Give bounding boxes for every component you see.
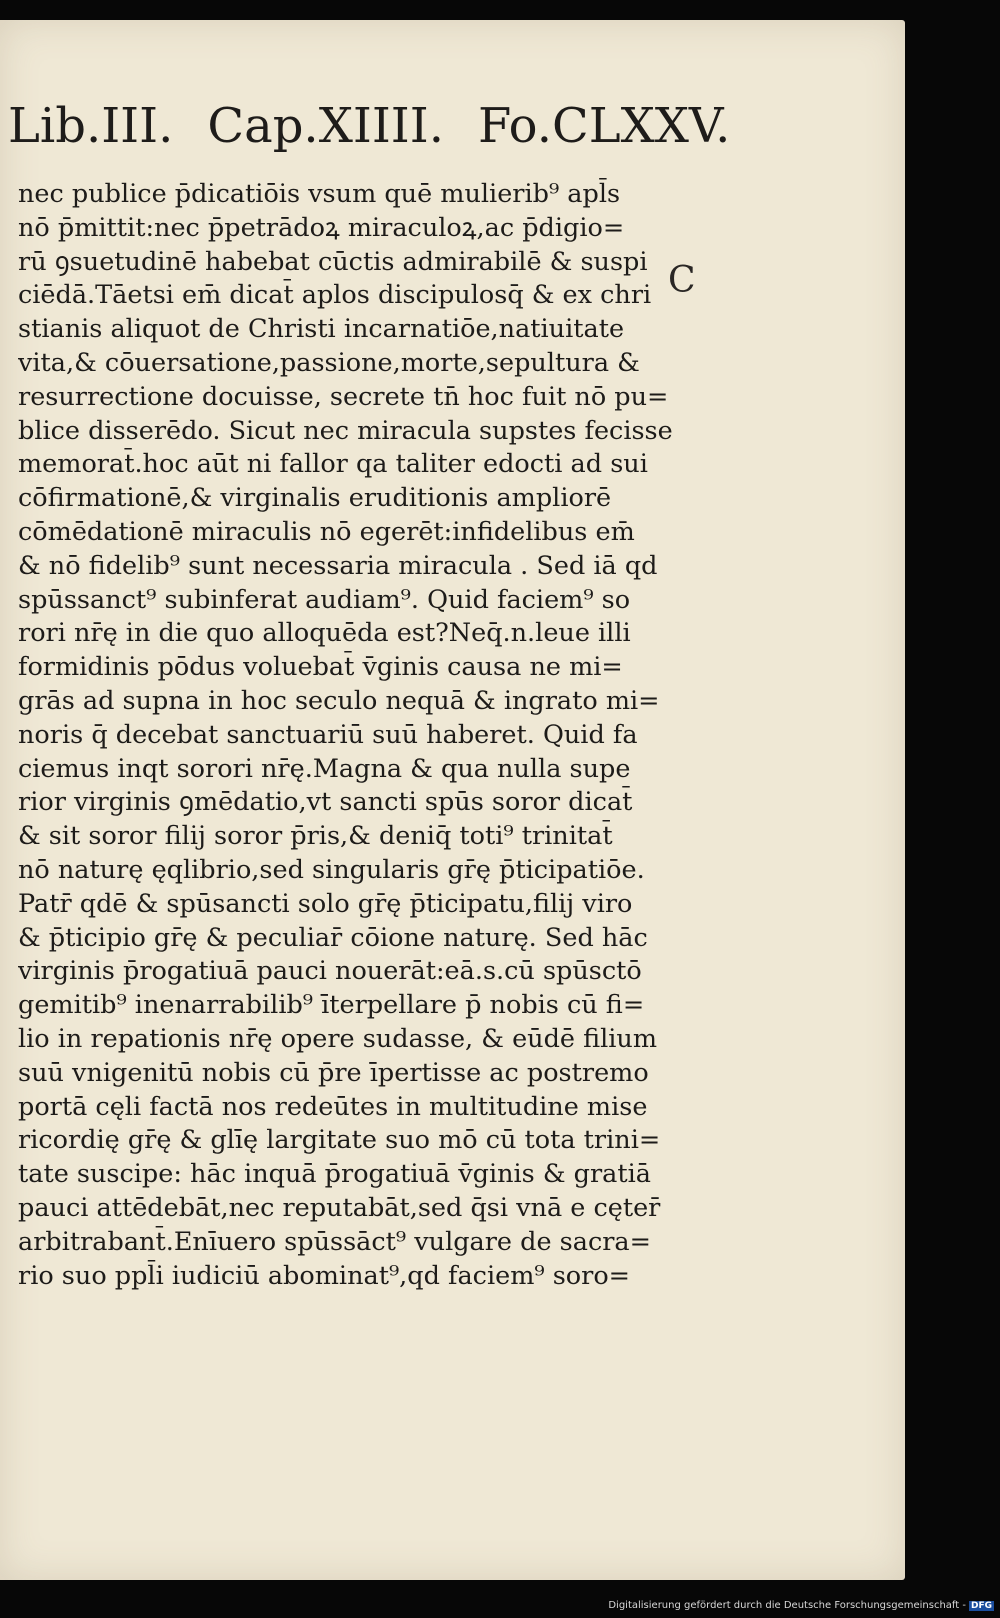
text-line: noris q̄ decebat sanctuariū suū haberet. Quid fa: [18, 719, 638, 750]
text-line: pauci attēdebāt,nec reputabāt,sed q̄si vnā e cęter̄: [18, 1192, 661, 1223]
text-line: blice disserēdo. Sicut nec miracula supstes fecisse: [18, 415, 673, 446]
running-head: [8, 98, 764, 154]
text-line: suū vnigenitū nobis cū p̄re īpertisse ac postremo: [18, 1057, 649, 1088]
dfg-logo: DFG: [970, 1601, 992, 1611]
text-line: rori nr̄ę in die quo alloquēda est?Neq̄.n.leue illi: [18, 618, 631, 649]
text-line: lio in repationis nr̄ę opere sudasse, & eūdē filium: [18, 1023, 658, 1054]
text-line: & p̄ticipio gr̄ę & peculiar̄ cōione naturę. Sed hāc: [18, 922, 648, 953]
chapter-number: Cap.XIIII.: [207, 98, 444, 154]
text-line: cōmēdationē miraculis nō egerēt:infidelibus em̄: [18, 516, 635, 547]
book-page: [0, 20, 905, 1580]
text-line: arbitrabant̄.Enīuero spūssāct⁹ vulgare de sacra=: [18, 1226, 651, 1257]
book-number: Lib.III.: [8, 98, 174, 154]
text-line: & nō fidelib⁹ sunt necessaria miracula . Sed iā qd: [18, 550, 658, 581]
credit-text: Digitalisierung gefördert durch die Deutsche Forschungsgemeinschaft -: [608, 1600, 966, 1611]
digitization-credit: [608, 1600, 994, 1611]
text-line: cōfirmationē,& virginalis eruditionis ampliorē: [18, 483, 612, 514]
text-line: ricordię gr̄ę & glīę largitate suo mō cū tota trini=: [18, 1125, 661, 1156]
text-line: Patr̄ qdē & spūsancti solo gr̄ę p̄ticipatu,filij viro: [18, 888, 633, 919]
text-line: memorat̄.hoc aūt ni fallor qa taliter edocti ad sui: [18, 449, 648, 480]
text-line: nō p̄mittit:nec p̄petrādoꝝ miraculoꝝ,ac p̄digio=: [18, 212, 625, 243]
folio-number: Fo.CLXXV.: [477, 98, 731, 154]
text-line: formidinis pōdus voluebat̄ v̄ginis causa ne mi=: [18, 652, 623, 683]
text-line: ciēdā.Tāetsi em̄ dicat̄ aplos discipulosq̄ & ex chri: [18, 280, 652, 311]
text-line: grās ad supna in hoc seculo nequā & ingrato mi=: [18, 685, 660, 716]
text-line: virginis p̄rogatiuā pauci nouerāt:eā.s.cū spūsctō: [18, 956, 642, 987]
text-line: & sit soror filij soror p̄ris,& deniq̄ toti⁹ trinitat̄: [18, 821, 613, 852]
margin-section-letter: C: [668, 260, 696, 301]
text-line: ciemus inqt sorori nr̄ę.Magna & qua nulla supe: [18, 753, 631, 784]
text-line: resurrectione docuisse, secrete tn̄ hoc fuit nō pu=: [18, 381, 669, 412]
text-line: spūssanct⁹ subinferat audiam⁹. Quid faciem⁹ so: [18, 584, 631, 615]
text-line: tate suscipe: hāc inquā p̄rogatiuā v̄ginis & gratiā: [18, 1159, 651, 1190]
text-line: rio suo ppl̄i iudiciū abominat⁹,qd faciem⁹ soro=: [18, 1260, 631, 1291]
text-line: rior virginis ꝯmēdatio,vt sancti spūs soror dicat̄: [18, 787, 633, 818]
text-line: portā cęli factā nos redeūtes in multitudine mise: [18, 1091, 648, 1122]
text-line: gemitib⁹ inenarrabilib⁹ īterpellare p̄ nobis cū fi=: [18, 990, 645, 1021]
text-line: nec publice p̄dicatiōis vsum quē mulierib⁹ apl̄s: [18, 179, 621, 209]
text-line: nō naturę ęqlibrio,sed singularis gr̄ę p̄ticipatiōe.: [18, 854, 645, 885]
body-text: [18, 178, 678, 1293]
text-line: rū ꝯsuetudinē habebat cūctis admirabilē & suspi: [18, 246, 648, 277]
text-line: stianis aliquot de Christi incarnatiōe,natiuitate: [18, 314, 625, 345]
text-line: vita,& cōuersatione,passione,morte,sepultura &: [18, 347, 640, 378]
